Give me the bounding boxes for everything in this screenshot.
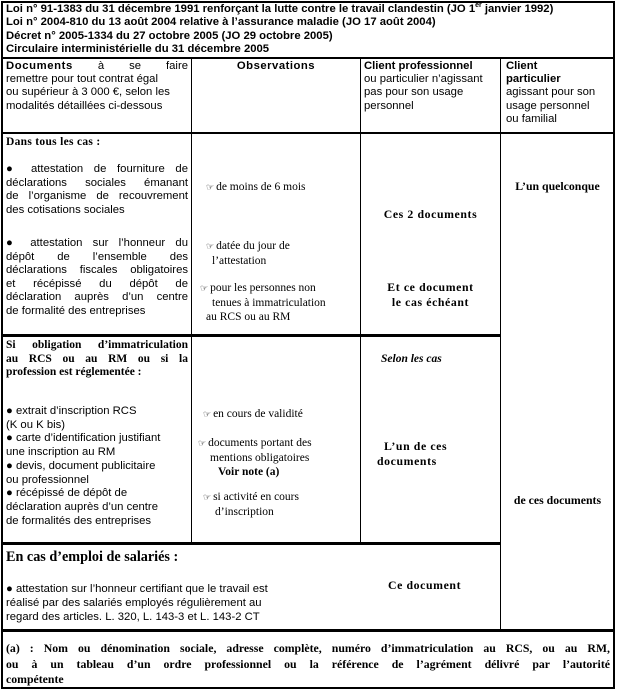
- section3-pro: Ce document: [388, 578, 462, 592]
- section1-obs-1: ☞ de moins de 6 mois: [206, 181, 306, 193]
- pointing-hand-icon: ☞: [206, 183, 215, 193]
- header-block: [6, 3, 606, 56]
- pointing-hand-icon: ☞: [203, 410, 212, 420]
- list-item: ● devis, document publicitaire: [6, 459, 156, 472]
- column-header-client-part: Client particulier agissant pour son usage personnel ou familial: [506, 60, 596, 125]
- column-header-observations: Observations: [236, 60, 316, 72]
- section3-heading: En cas d’emploi de salariés :: [6, 549, 179, 565]
- section2-obs-1: ☞ en cours de validité: [203, 408, 303, 420]
- section2-obs-2: ☞ documents portant des mentions obligatoires Voir note (a): [198, 437, 312, 478]
- column-header-documents: Documents à se faire remettre pour tout contrat égal ou supérieur à 3 000 €, selon les modalités détaillées ci-dessous: [6, 60, 188, 112]
- section1-obs-2: ☞ datée du jour de l’attestation: [206, 240, 290, 267]
- section2-part: de ces documents: [513, 493, 602, 507]
- section1-item-2: ● attestation sur l’honneur du dépôt de l’ensemble des déclarations fiscales obligatoires et récépissé du dépôt de déclaration auprès d’un centre de formalité des entreprises: [6, 237, 188, 317]
- section1-part-1: L’un quelconque: [515, 179, 600, 193]
- header-line-4: Circulaire interministérielle du 31 décembre 2005: [6, 42, 270, 55]
- header-line-3: Décret n° 2005-1334 du 27 octobre 2005 (JO 29 octobre 2005): [6, 29, 333, 42]
- section3-item: ● attestation sur l’honneur certifiant que le travail est réalisé par des salariés employés régulièrement au regard des articles. L. 320, L. 143-3 et L. 143-2 CT: [6, 583, 268, 624]
- section2-pro-selon: Selon les cas: [381, 353, 442, 365]
- list-item: ● extrait d’inscription RCS: [6, 405, 137, 417]
- divider: [191, 58, 192, 543]
- column-header-client-pro: Client professionnel ou particulier n’agissant pas pour son usage personnel: [364, 60, 483, 112]
- section2-items: ● extrait d’inscription RCS (K ou K bis) ● carte d’identification justifiant une inscription au RM ● devis, document publicitaire ou professionnel ● récépissé de dépôt de déclaration auprès d’un centre de formalités des entreprises: [6, 405, 188, 528]
- divider: [500, 58, 501, 630]
- divider: [1, 334, 500, 337]
- section2-pro-un: L’un de ces documents: [377, 439, 448, 468]
- section1-heading: Dans tous les cas :: [6, 136, 101, 148]
- divider: [1, 132, 615, 134]
- divider: [1, 629, 615, 632]
- header-line-1: Loi n° 91-1383 du 31 décembre 1991 renforçant la lutte contre le travail clandestin (JO 1er janvier 1992): [6, 2, 554, 15]
- section1-item-1: ● attestation de fourniture de déclarations sociales émanant de l’organisme de recouvrement des cotisations sociales: [6, 163, 188, 216]
- section1-pro-2: Et ce document le cas échéant: [387, 280, 474, 309]
- section1-obs-3: ☞ pour les personnes non tenues à immatriculation au RCS ou au RM: [200, 282, 326, 323]
- section1-pro-1: Ces 2 documents: [383, 207, 478, 221]
- divider: [1, 542, 3, 628]
- section2-heading: Si obligation d’immatriculation au RCS ou au RM ou si la profession est réglementée :: [6, 339, 188, 379]
- pointing-hand-icon: ☞: [203, 493, 212, 503]
- list-item: ● récépissé de dépôt de: [6, 487, 128, 500]
- pointing-hand-icon: ☞: [198, 439, 207, 449]
- divider: [1, 57, 615, 59]
- header-line-2: Loi n° 2004-810 du 13 août 2004 relative à l’assurance maladie (JO 17 août 2004): [6, 16, 436, 29]
- section2-obs-3: ☞ si activité en cours d’inscription: [203, 491, 299, 518]
- divider: [1, 542, 500, 545]
- list-item: ● carte d’identification justifiant: [6, 432, 161, 445]
- pointing-hand-icon: ☞: [200, 284, 209, 294]
- pointing-hand-icon: ☞: [206, 242, 215, 252]
- footnote: (a) : Nom ou dénomination sociale, adresse complète, numéro d’immatriculation au RCS, ou au RM, ou à un tableau d’un ordre professionnel ou la référence de l’agrément délivré par l’autorité compétente: [6, 641, 610, 686]
